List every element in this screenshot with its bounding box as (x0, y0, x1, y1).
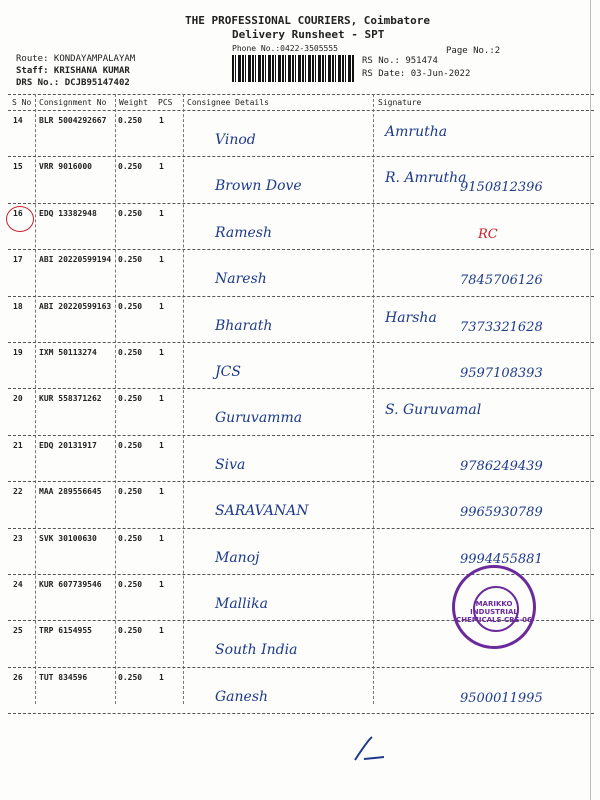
row-sno: 21 (13, 440, 23, 450)
row-weight: 0.250 (118, 116, 143, 125)
row-consignee-name: Brown Dove (215, 178, 302, 195)
runsheet-title: Delivery Runsheet - SPT (232, 28, 385, 41)
row-signature-phone: 9150812396 (460, 180, 543, 196)
col-divider (183, 94, 184, 704)
row-weight: 0.250 (118, 626, 143, 636)
row-consignee-name: Manoj (215, 549, 260, 566)
row-consignment-no: TRP 6154955 (39, 626, 92, 636)
row-pcs: 1 (159, 394, 164, 404)
row-divider (8, 388, 594, 389)
row-sno: 18 (13, 301, 23, 311)
rs-number: RS No.: 951474 (362, 56, 438, 66)
row-weight: 0.250 (118, 440, 143, 450)
row-consignment-no: EDQ 20131917 (39, 440, 97, 450)
row-weight: 0.250 (118, 487, 143, 497)
row-divider (8, 296, 594, 297)
row-consignee-name: JCS (215, 364, 241, 380)
row-signature-phone: 9786249439 (460, 458, 543, 474)
col-divider (115, 94, 116, 704)
row-divider (8, 528, 594, 529)
red-circle-mark (6, 206, 34, 232)
row-signature: Amrutha (385, 124, 448, 140)
phone-number: Phone No.:0422-3505555 (232, 44, 338, 53)
row-divider (8, 667, 594, 668)
row-sno: 24 (13, 580, 23, 589)
row-consignment-no: ABI 20220599163 (39, 301, 112, 311)
col-header-pcs: PCS (158, 98, 173, 107)
row-signature: R. Amrutha (385, 170, 467, 187)
col-header-consignee: Consignee Details (187, 98, 269, 107)
row-sno: 15 (13, 162, 23, 172)
rs-date: RS Date: 03-Jun-2022 (362, 69, 471, 79)
row-signature-phone: 7845706126 (460, 273, 543, 289)
row-pcs: 1 (159, 348, 164, 357)
row-pcs: 1 (159, 301, 164, 311)
row-sno: 22 (13, 487, 23, 497)
row-weight: 0.250 (118, 255, 143, 265)
row-consignee-name: Siva (215, 456, 246, 473)
row-consignment-no: KUR 558371262 (39, 394, 102, 404)
row-pcs: 1 (159, 626, 164, 636)
row-signature-phone: 7373321628 (460, 319, 543, 335)
col-header-signature: Signature (378, 98, 422, 107)
row-divider (8, 713, 594, 714)
row-signature-phone: 9994455881 (460, 551, 543, 567)
row-weight: 0.250 (118, 533, 143, 543)
row-pcs: 1 (159, 255, 164, 265)
row-consignment-no: IXM 50113274 (39, 348, 97, 357)
row-pcs: 1 (159, 533, 164, 543)
stamp-text: MARIKKO INDUSTRIAL CHEMICALS CBE-06 (456, 600, 532, 624)
row-weight: 0.250 (118, 672, 143, 682)
row-divider (8, 203, 594, 204)
row-consignment-no: TUT 834596 (39, 672, 88, 682)
row-sno: 16 (13, 208, 23, 218)
company-title: THE PROFESSIONAL COURIERS, Coimbatore (185, 14, 431, 27)
row-sno: 17 (13, 255, 23, 265)
row-signature-phone: 9597108393 (460, 366, 543, 381)
header-bottom-rule (8, 110, 594, 111)
row-consignee-name: Bharath (215, 317, 273, 334)
page-edge-line (590, 0, 591, 800)
pen-mark-icon (350, 735, 390, 765)
row-sno: 25 (13, 626, 23, 636)
row-sno: 26 (13, 672, 23, 682)
row-weight: 0.250 (118, 348, 143, 357)
route-label: Route: KONDAYAMPALAYAM (16, 54, 136, 64)
row-consignee-name: Ramesh (215, 224, 272, 241)
row-divider (8, 342, 594, 343)
row-pcs: 1 (159, 116, 164, 125)
col-divider (373, 94, 374, 704)
row-consignment-no: KUR 607739546 (39, 580, 102, 589)
row-weight: 0.250 (118, 301, 143, 311)
row-divider (8, 481, 594, 482)
row-weight: 0.250 (118, 394, 143, 404)
row-consignee-name: Mallika (215, 596, 268, 612)
row-divider (8, 435, 594, 436)
row-signature-phone: 9500011995 (460, 690, 543, 706)
row-consignee-name: Vinod (215, 132, 256, 148)
barcode-image (232, 55, 354, 82)
row-consignee-name: SARAVANAN (215, 503, 309, 520)
col-divider (35, 94, 36, 704)
row-consignment-no: MAA 289556645 (39, 487, 102, 497)
page-number: Page No.:2 (446, 46, 501, 56)
row-weight: 0.250 (118, 580, 143, 589)
row-pcs: 1 (159, 440, 164, 450)
row-consignment-no: EDQ 13382948 (39, 208, 97, 218)
row-signature-phone: 9965930789 (460, 505, 543, 521)
row-weight: 0.250 (118, 162, 143, 172)
company-stamp (452, 565, 536, 649)
row-pcs: 1 (159, 672, 164, 682)
row-consignment-no: ABI 20220599194 (39, 255, 112, 265)
row-signature: S. Guruvamal (385, 402, 482, 419)
row-signature-phone: RC (478, 226, 498, 242)
row-consignee-name: Guruvamma (215, 410, 303, 427)
table-top-rule (8, 94, 594, 95)
row-consignment-no: BLR 5004292667 (39, 116, 107, 125)
row-pcs: 1 (159, 487, 164, 497)
row-sno: 23 (13, 533, 23, 543)
row-weight: 0.250 (118, 208, 143, 218)
row-signature: Harsha (385, 309, 437, 326)
row-consignment-no: VRR 9016000 (39, 162, 92, 172)
row-consignee-name: Naresh (215, 271, 267, 288)
row-pcs: 1 (159, 580, 164, 589)
col-header-weight: Weight (119, 98, 148, 107)
row-pcs: 1 (159, 162, 164, 172)
drs-number: DRS No.: DCJB95147402 (16, 78, 130, 88)
col-header-consignment: Consignment No (39, 98, 107, 107)
row-consignee-name: South India (215, 642, 298, 659)
row-consignment-no: SVK 30100630 (39, 533, 97, 543)
row-divider (8, 249, 594, 250)
row-sno: 20 (13, 394, 23, 404)
row-sno: 19 (13, 348, 23, 357)
row-sno: 14 (13, 116, 23, 125)
col-header-sno: S No (12, 98, 32, 107)
row-consignee-name: Ganesh (215, 688, 269, 705)
row-divider (8, 156, 594, 157)
staff-label: Staff: KRISHANA KUMAR (16, 66, 130, 76)
row-pcs: 1 (159, 208, 164, 218)
